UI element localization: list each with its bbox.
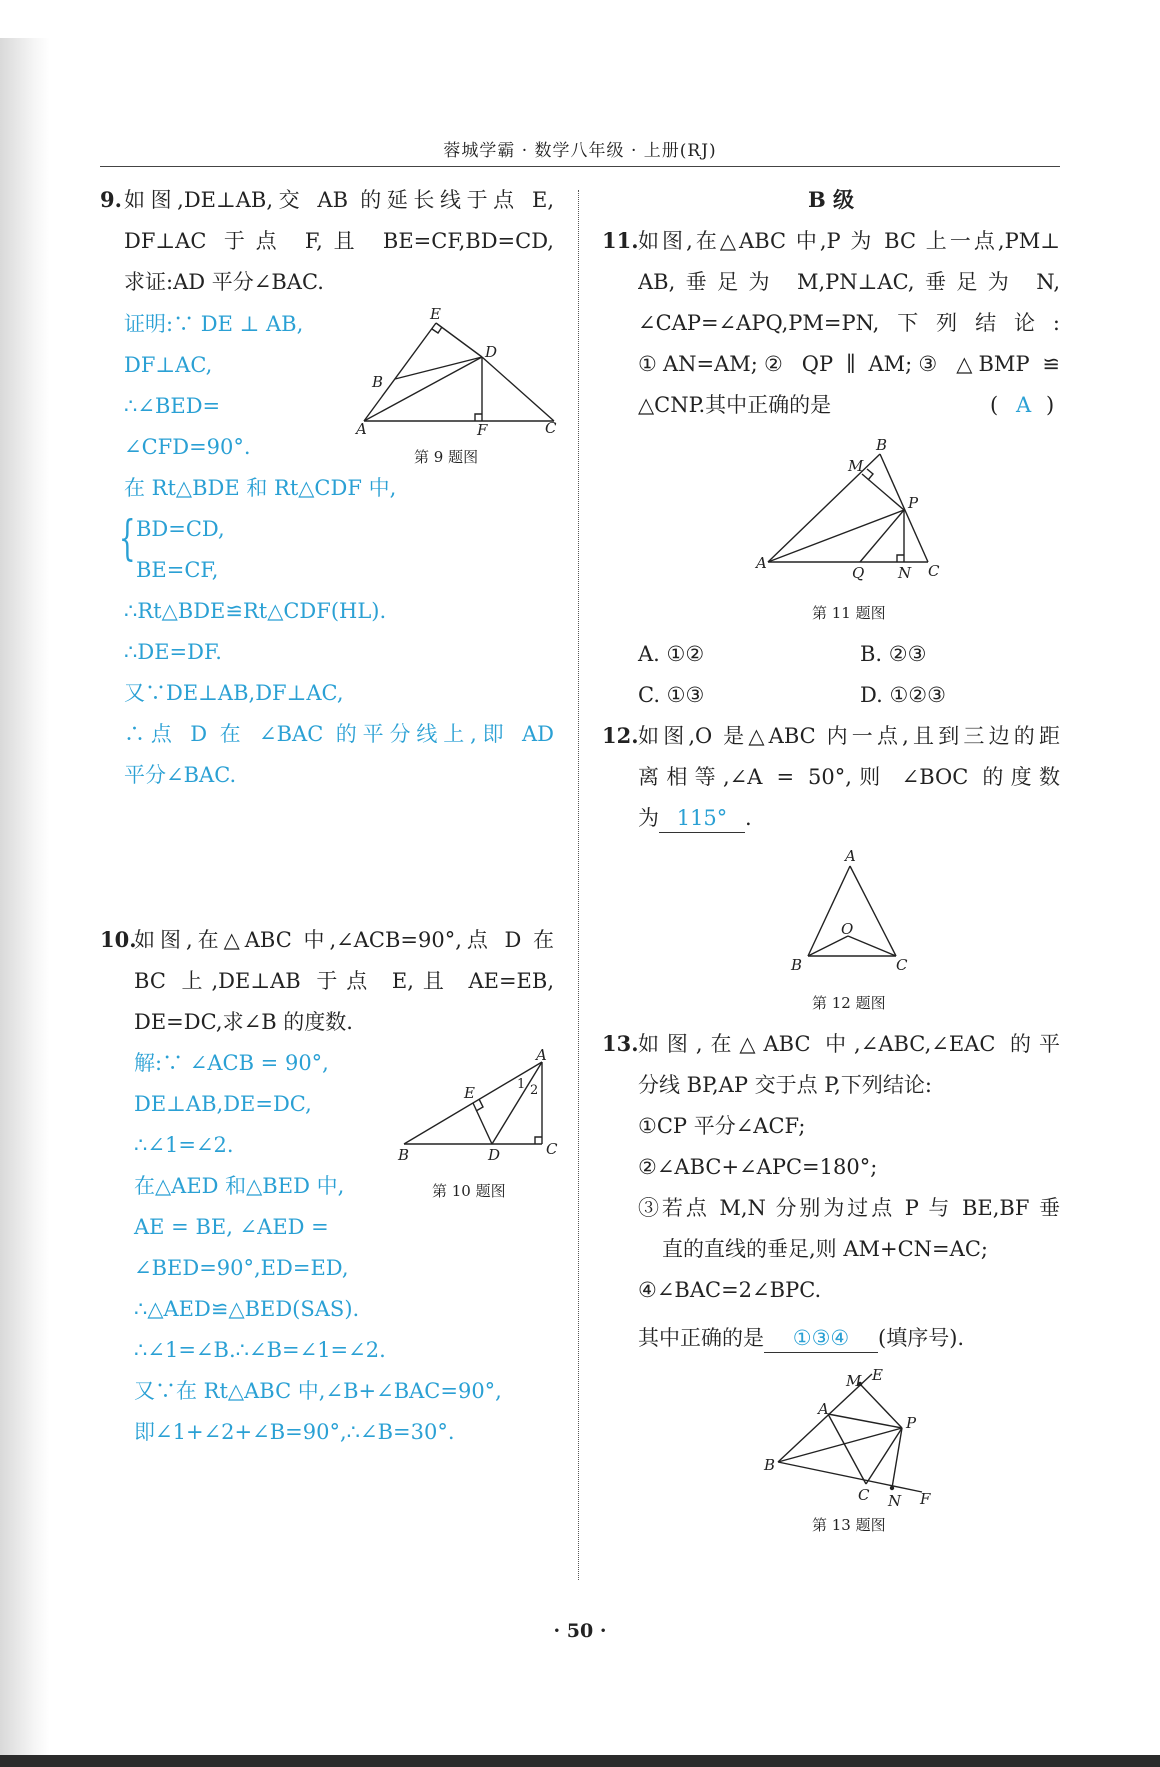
q9-proof-line: ∴点 D 在 ∠BAC 的平分线上,即 AD — [124, 722, 554, 746]
q9-proof-line: 证明:∵ DE ⊥ AB, — [124, 312, 304, 336]
q12-figure — [788, 846, 908, 976]
q9-proof-line: ∴DE=DF. — [124, 640, 222, 664]
q13-label-b: B — [764, 1456, 776, 1474]
q11-option-a: A. ①② — [638, 642, 705, 666]
q10-angle-1: 1 — [517, 1077, 526, 1092]
q10-stem-line: BC 上,DE⊥AB 于点 E,且 AE=EB, — [134, 969, 554, 993]
q10-figure — [396, 1046, 566, 1166]
q12-number: 12. — [602, 723, 639, 748]
q9-brace: { — [118, 510, 136, 566]
q11-option-b: B. ②③ — [860, 642, 927, 666]
q10-label-e: E — [464, 1084, 475, 1102]
q9-stem-line: 求证:AD 平分∠BAC. — [124, 270, 324, 294]
q13-label-c: C — [858, 1486, 870, 1504]
q9-figure — [350, 305, 570, 435]
q13-suffix: (填序号). — [878, 1326, 965, 1350]
q10-triangle-diagram — [396, 1046, 566, 1166]
q13-stem-line: 如图,在△ABC 中,∠ABC,∠EAC 的平 — [638, 1032, 1060, 1056]
q9-label-b: B — [372, 373, 384, 391]
q12-triangle-diagram — [788, 846, 908, 976]
q12-stem-line — [638, 804, 752, 833]
q13-figure-caption: 第 13 题图 — [812, 1516, 886, 1534]
q9-proof-line: DF⊥AC, — [124, 353, 213, 377]
q13-answer-blank: ①③④ — [764, 1324, 878, 1353]
q9-label-a: A — [356, 420, 367, 435]
page-edge-shadow — [0, 0, 50, 1767]
q11-stem-line: △CNP.其中正确的是 — [638, 393, 832, 417]
q10-solution-line: 即∠1+∠2+∠B=90°,∴∠B=30°. — [134, 1420, 455, 1444]
q11-option-d: D. ①②③ — [860, 683, 946, 707]
q9-label-c: C — [545, 419, 557, 435]
q11-label-b: B — [876, 436, 888, 454]
q11-figure — [752, 434, 952, 584]
q9-proof-line: ∠CFD=90°. — [124, 435, 251, 459]
q11-stem-line: ①AN=AM;② QP ∥ AM;③ △BMP ≌ — [638, 352, 1060, 376]
q11-label-m: M — [848, 457, 864, 475]
q11-label-a: A — [756, 554, 767, 572]
q13-item: ③若点 M,N 分别为过点 P 与 BE,BF 垂 — [638, 1196, 1060, 1220]
q10-solution-line: ∴∠1=∠B.∴∠B=∠1=∠2. — [134, 1338, 386, 1362]
q10-solution-line: ∠BED=90°,ED=ED, — [134, 1256, 349, 1280]
q9-number: 9. — [100, 187, 122, 212]
q12-stem-tail: 为 — [638, 806, 659, 830]
q10-label-a: A — [536, 1046, 547, 1064]
q11-label-q: Q — [852, 564, 865, 582]
q12-end: . — [745, 806, 752, 830]
q9-triangle-diagram — [350, 305, 570, 435]
q12-label-o: O — [841, 920, 854, 938]
q11-answer: A — [1016, 393, 1032, 417]
q10-solution-line: 又∵在 Rt△ABC 中,∠B+∠BAC=90°, — [134, 1379, 502, 1403]
q12-stem-line: 离相等,∠A = 50°,则 ∠BOC 的度数 — [638, 765, 1060, 789]
q9-proof-line: ∴∠BED= — [124, 394, 221, 418]
q10-label-b: B — [398, 1146, 410, 1164]
page-header: 蓉城学霸 · 数学八年级 · 上册(RJ) — [443, 141, 717, 161]
q13-triangle-diagram — [762, 1366, 942, 1511]
q13-answer-line — [638, 1324, 964, 1353]
q10-solution-line: ∴∠1=∠2. — [134, 1133, 234, 1157]
q10-stem-line: DE=DC,求∠B 的度数. — [134, 1010, 353, 1034]
q11-stem-line: AB,垂足为 M,PN⊥AC,垂足为 N, — [638, 270, 1060, 294]
q10-angle-2: 2 — [530, 1083, 539, 1098]
q12-label-b: B — [791, 956, 803, 974]
q13-label-e: E — [872, 1366, 883, 1384]
q11-figure-caption: 第 11 题图 — [812, 604, 886, 622]
q9-proof-line: 又∵DE⊥AB,DF⊥AC, — [124, 681, 344, 705]
q13-item: ②∠ABC+∠APC=180°; — [638, 1155, 878, 1179]
q13-label-n: N — [888, 1492, 902, 1510]
level-b-heading: B 级 — [808, 187, 855, 212]
q13-label-m: M — [846, 1372, 862, 1390]
q9-stem-line: 如图,DE⊥AB,交 AB 的延长线于点 E, — [124, 188, 554, 212]
q10-solution-line: 解:∵ ∠ACB = 90°, — [134, 1051, 329, 1075]
q11-paren-open: ( — [990, 393, 999, 417]
q10-solution-line: AE = BE, ∠AED = — [134, 1215, 329, 1239]
q11-label-n: N — [898, 564, 912, 582]
q9-label-e: E — [430, 305, 441, 323]
q11-stem-line: ∠CAP=∠APQ,PM=PN,下列结论: — [638, 311, 1060, 335]
q10-figure-caption: 第 10 题图 — [432, 1182, 506, 1200]
q13-number: 13. — [602, 1031, 639, 1056]
q13-item: 直的直线的垂足,则 AM+CN=AC; — [662, 1237, 988, 1261]
header-rule — [100, 166, 1060, 167]
q9-figure-caption: 第 9 题图 — [414, 448, 479, 466]
q13-label-f: F — [920, 1490, 931, 1508]
q11-label-p: P — [908, 494, 919, 512]
q9-proof-line: 平分∠BAC. — [124, 763, 237, 787]
q10-solution-line: DE⊥AB,DE=DC, — [134, 1092, 312, 1116]
q9-proof-line: BE=CF, — [136, 558, 219, 582]
page-edge-top — [0, 0, 50, 38]
q9-label-d: D — [485, 343, 498, 361]
q11-paren-close: ) — [1046, 393, 1055, 417]
column-divider — [578, 190, 579, 1580]
q13-prompt: 其中正确的是 — [638, 1326, 764, 1350]
q11-option-c: C. ①③ — [638, 683, 705, 707]
q13-figure — [762, 1366, 942, 1511]
q10-solution-line: ∴△AED≌△BED(SAS). — [134, 1297, 360, 1321]
q9-proof-line: BD=CD, — [136, 517, 225, 541]
bottom-bar — [0, 1755, 1160, 1767]
q12-label-c: C — [896, 956, 908, 974]
q10-label-c: C — [546, 1140, 558, 1158]
q9-label-f: F — [477, 421, 488, 435]
q13-stem-line: 分线 BP,AP 交于点 P,下列结论: — [638, 1073, 932, 1097]
q12-answer-blank: 115° — [659, 804, 745, 833]
q9-proof-line: ∴Rt△BDE≌Rt△CDF(HL). — [124, 599, 387, 623]
q10-label-d: D — [488, 1146, 501, 1164]
q10-stem-line: 如图,在△ABC 中,∠ACB=90°,点 D 在 — [134, 928, 554, 952]
q9-stem-line: DF⊥AC 于点 F,且 BE=CF,BD=CD, — [124, 229, 554, 253]
q10-solution-line: 在△AED 和△BED 中, — [134, 1174, 345, 1198]
q12-figure-caption: 第 12 题图 — [812, 994, 886, 1012]
q11-stem-line: 如图,在△ABC 中,P 为 BC 上一点,PM⊥ — [638, 229, 1060, 253]
q13-item: ④∠BAC=2∠BPC. — [638, 1278, 822, 1302]
q10-number: 10. — [100, 927, 137, 952]
q9-proof-line: 在 Rt△BDE 和 Rt△CDF 中, — [124, 476, 397, 500]
q13-label-a: A — [818, 1400, 829, 1418]
q12-label-a: A — [845, 847, 856, 865]
q11-label-c: C — [928, 562, 940, 580]
q12-stem-line: 如图,O 是△ABC 内一点,且到三边的距 — [638, 724, 1060, 748]
q11-number: 11. — [602, 228, 639, 253]
q13-item: ①CP 平分∠ACF; — [638, 1114, 806, 1138]
q11-triangle-diagram — [752, 434, 952, 584]
page-number: · 50 · — [553, 1620, 607, 1642]
q13-label-p: P — [906, 1414, 917, 1432]
